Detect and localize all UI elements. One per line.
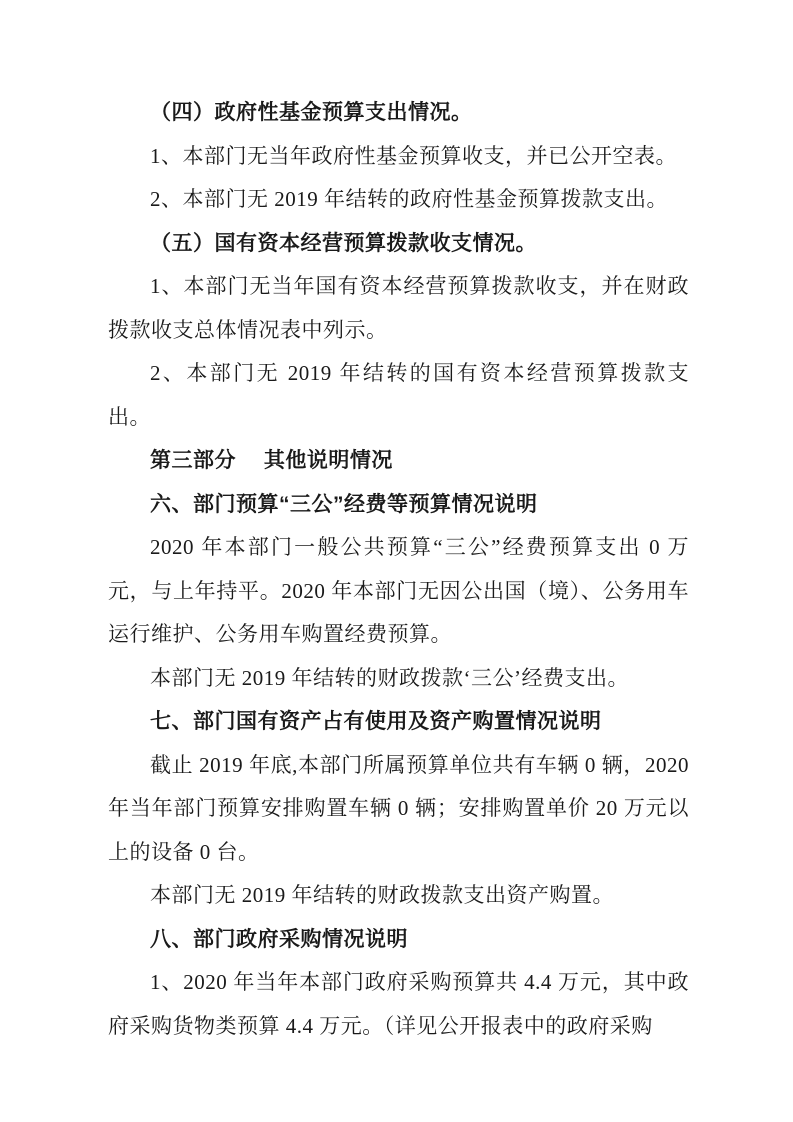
paragraph-state-capital-item-1: 1、本部门无当年国有资本经营预算拨款收支，并在财政拨款收支总体情况表中列示。 bbox=[108, 274, 689, 342]
paragraph-state-assets-carryover: 本部门无 2019 年结转的财政拨款支出资产购置。 bbox=[150, 883, 614, 907]
paragraph-gov-fund-item-2: 2、本部门无 2019 年结转的政府性基金预算拨款支出。 bbox=[150, 187, 668, 211]
heading-section-7-state-assets: 七、部门国有资产占有使用及资产购置情况说明 bbox=[150, 710, 602, 733]
part-3-title-other-explanations: 第三部分 其他说明情况 bbox=[150, 449, 393, 472]
paragraph-state-assets-vehicles: 截止 2019 年底,本部门所属预算单位共有车辆 0 辆，2020 年当年部门预算安排购置车辆 0 辆；安排购置单价 20 万元以上的设备 0 台。 bbox=[108, 752, 689, 864]
paragraph-state-capital-item-2: 2、本部门无 2019 年结转的国有资本经营预算拨款支出。 bbox=[108, 361, 689, 429]
paragraph-three-public-carryover: 本部门无 2019 年结转的财政拨款‘三公’经费支出。 bbox=[150, 665, 629, 690]
heading-section-6-three-public-expenses: 六、部门预算“三公”经费等预算情况说明 bbox=[150, 492, 538, 516]
paragraph-three-public-budget: 2020 年本部门一般公共预算“三公”经费预算支出 0 万元，与上年持平。2020 年本部门无因公出国（境）、公务用车运行维护、公务用车购置经费预算。 bbox=[108, 535, 689, 646]
paragraph-gov-procurement-budget: 1、2020 年当年本部门政府采购预算共 4.4 万元，其中政府采购货物类预算 4.4 万元。（详见公开报表中的政府采购 bbox=[108, 970, 689, 1038]
paragraph-gov-fund-item-1: 1、本部门无当年政府性基金预算收支，并已公开空表。 bbox=[150, 143, 677, 168]
heading-section-5-state-capital-budget: （五）国有资本经营预算拨款收支情况。 bbox=[150, 231, 537, 255]
heading-section-4-gov-fund-budget: （四）政府性基金预算支出情况。 bbox=[150, 101, 473, 124]
heading-section-8-gov-procurement: 八、部门政府采购情况说明 bbox=[150, 927, 408, 951]
